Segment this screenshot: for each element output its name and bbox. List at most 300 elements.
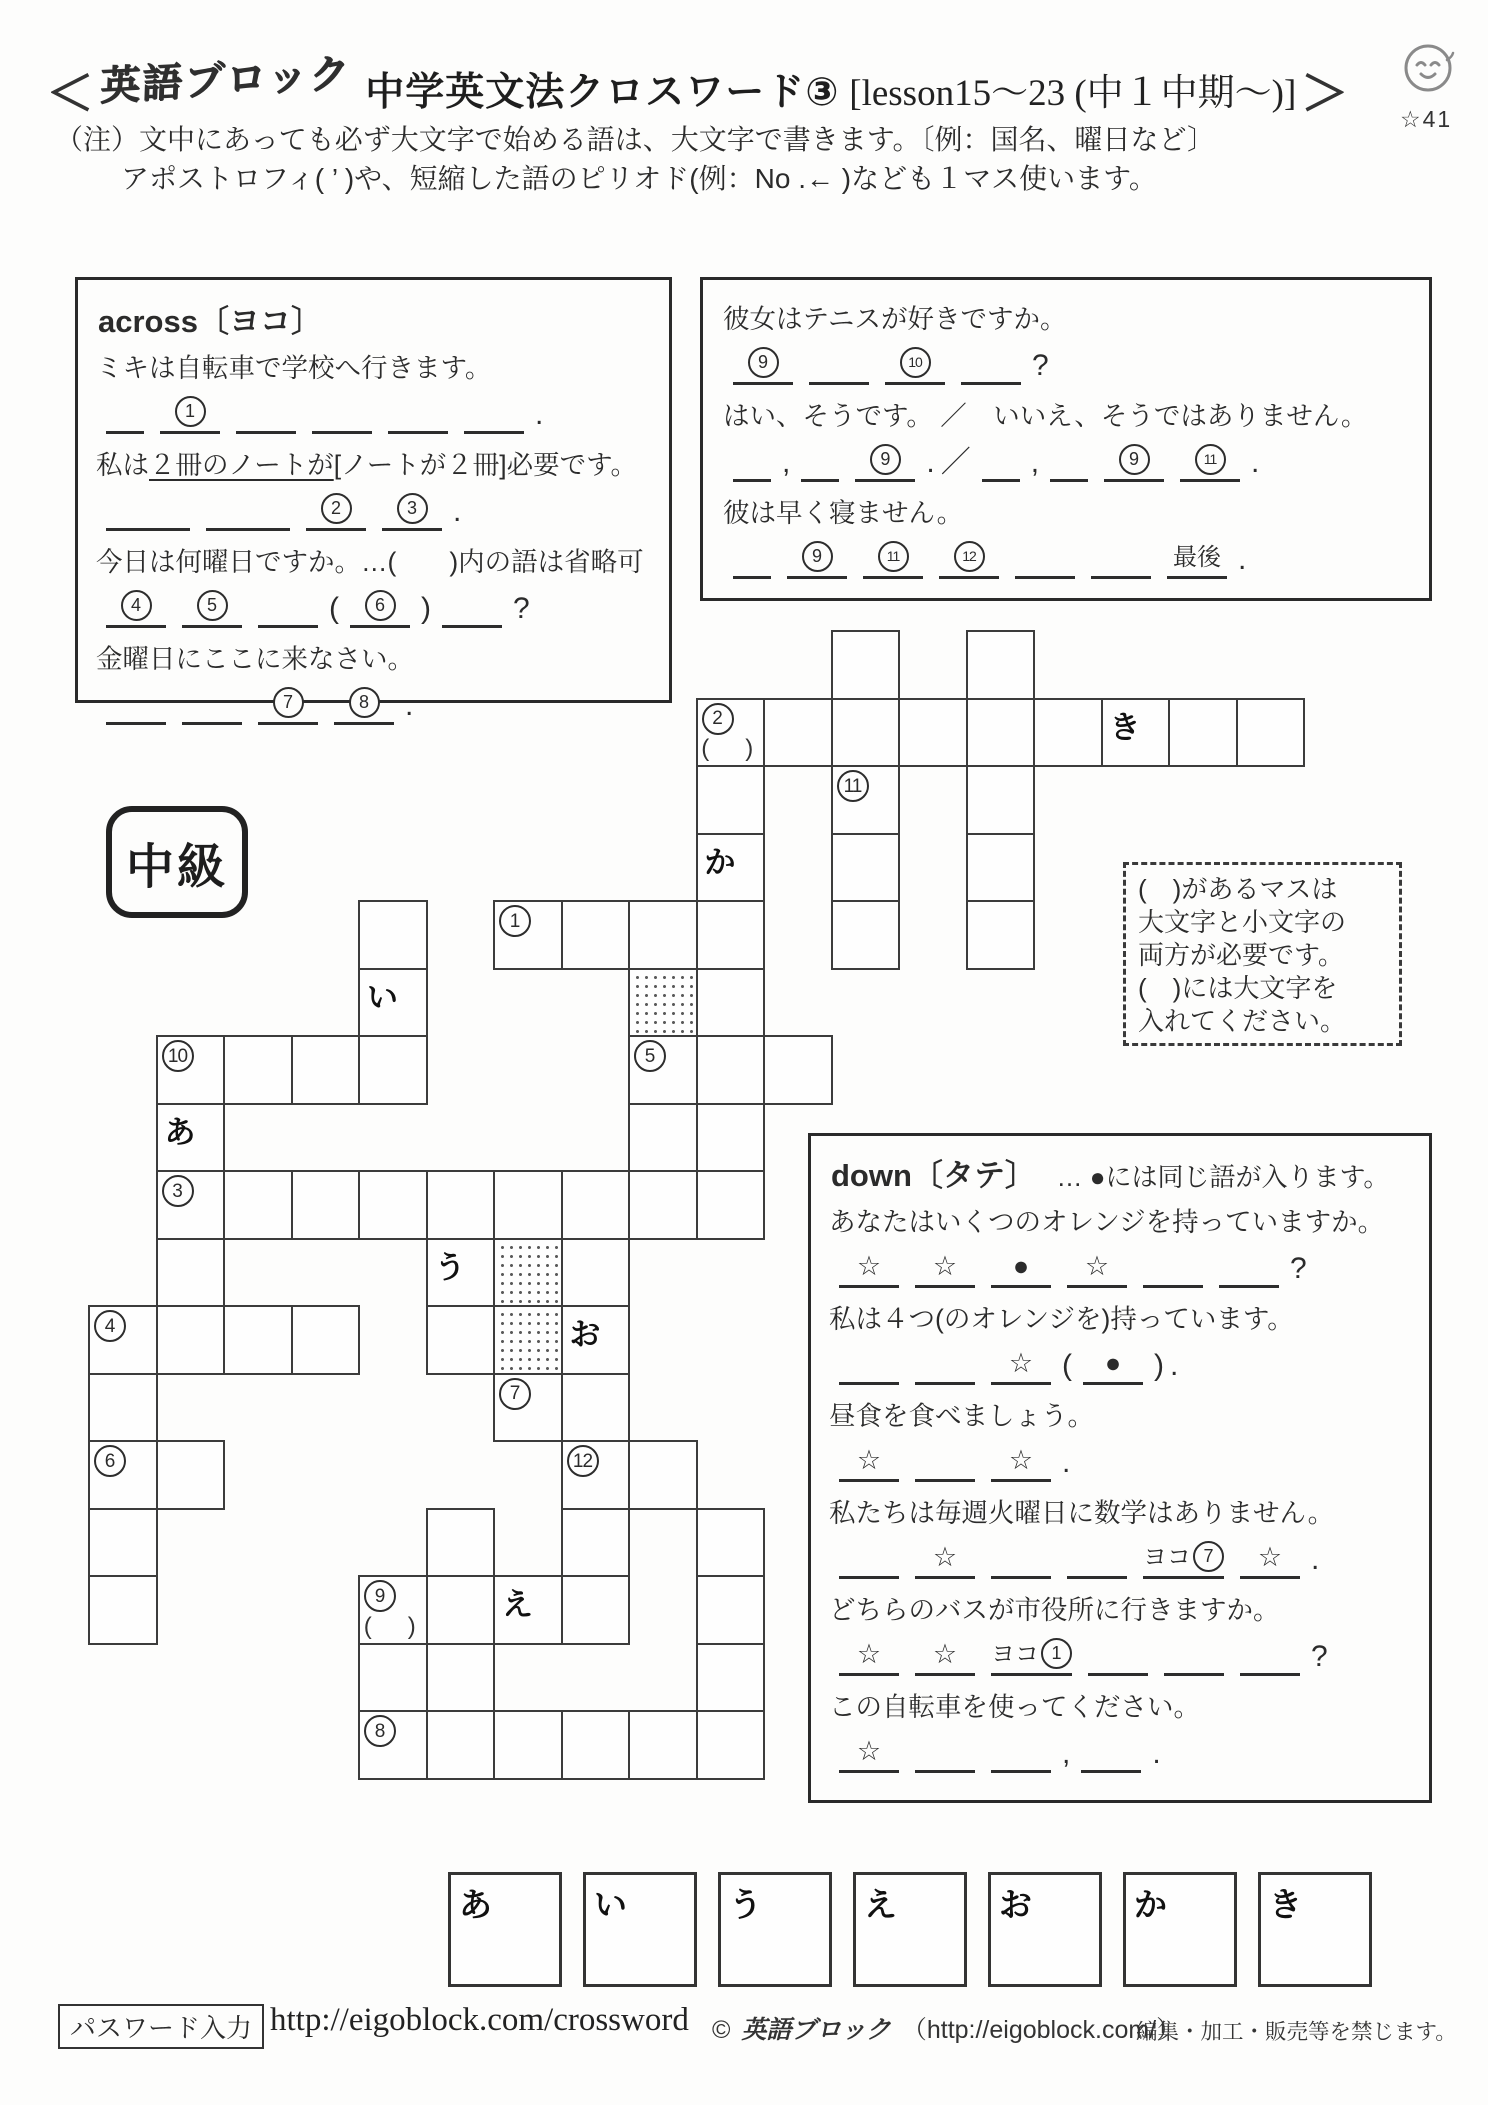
answer-blank xyxy=(182,589,242,628)
grid-cell xyxy=(696,1575,766,1645)
answer-blank xyxy=(388,395,448,434)
grid-cell xyxy=(88,1440,158,1510)
rights-notice: 編集・加工・販売等を禁じます。 xyxy=(1136,2020,1457,2044)
password-letter-box xyxy=(1258,1872,1372,1987)
cell-number: 11 xyxy=(837,770,869,802)
clue-sentence: どちらのバスが市役所に行きますか。 xyxy=(829,1595,1280,1625)
grid-cell xyxy=(223,1035,293,1105)
circled-number: 7 xyxy=(1193,1541,1224,1572)
clue-blank-row xyxy=(98,589,651,628)
grid-cell xyxy=(156,1035,226,1105)
clue-sentence: 私は２冊のノートが[ノートが２冊]必要です。 xyxy=(96,450,638,480)
answer-blank xyxy=(1104,443,1164,482)
circled-number: 11 xyxy=(1195,444,1226,475)
star-symbol: ☆ xyxy=(856,1251,882,1281)
answer-blank xyxy=(1067,1249,1127,1288)
down-clue-list xyxy=(829,1205,1411,1773)
grid-cell xyxy=(696,1035,766,1105)
grid-cell xyxy=(696,1710,766,1780)
across-title: across〔ヨコ〕 xyxy=(98,304,322,339)
answer-box-kana: か xyxy=(1134,1886,1167,1923)
grid-cell xyxy=(831,630,901,700)
down-clue xyxy=(829,1399,1411,1482)
password-entry-label: パスワード入力 xyxy=(58,2004,264,2049)
cell-kana-label: き xyxy=(1109,709,1141,745)
answer-blank xyxy=(839,1443,899,1482)
answer-blank xyxy=(839,1540,899,1579)
answer-blank xyxy=(991,1637,1072,1676)
answer-blank xyxy=(1083,1346,1143,1385)
grid-cell xyxy=(696,1170,766,1240)
circled-number: 1 xyxy=(1041,1638,1072,1669)
lesson-range: [lesson15～23 (中１中期～)] xyxy=(849,72,1297,114)
answer-blank xyxy=(160,395,220,434)
circled-number: 7 xyxy=(273,687,304,718)
clue-sentence: あなたはいくつのオレンジを持っていますか。 xyxy=(829,1207,1385,1237)
down-clues-box xyxy=(808,1133,1432,1803)
cell-number: 9 xyxy=(364,1580,396,1612)
answer-blank xyxy=(809,346,869,385)
clue-punctuation: ( xyxy=(1062,1349,1072,1382)
answer-blank xyxy=(306,492,366,531)
clue-punctuation: . xyxy=(405,689,414,722)
answer-blank xyxy=(787,540,847,579)
clue-punctuation: ) xyxy=(1154,1349,1164,1382)
grid-cell xyxy=(426,1575,496,1645)
header xyxy=(46,48,1386,121)
paren-note-line: 入れてください。 xyxy=(1138,1006,1347,1036)
answer-blank xyxy=(106,492,190,531)
copyright-site-name: 英語ブロック xyxy=(741,2016,891,2044)
grid-cell xyxy=(561,1710,631,1780)
answer-blank xyxy=(106,395,144,434)
grid-cell xyxy=(696,1508,766,1578)
grid-cell xyxy=(763,698,833,768)
star-symbol: ☆ xyxy=(856,1639,882,1669)
clue-punctuation: ／ xyxy=(940,446,971,479)
grid-cell xyxy=(88,1305,158,1375)
star-symbol: ☆ xyxy=(1084,1251,1110,1281)
answer-blank xyxy=(350,589,410,628)
clue-sentence: 私は４つ(のオレンジを)持っています。 xyxy=(829,1304,1294,1334)
grid-cell xyxy=(561,1440,631,1510)
clue-punctuation: ? xyxy=(513,592,530,625)
cell-number: 12 xyxy=(567,1445,599,1477)
answer-blank xyxy=(915,1734,975,1773)
clue-punctuation: . xyxy=(1311,1543,1320,1576)
copyright-site-url: （http://eigoblock.com/） xyxy=(901,2016,1182,2044)
grid-cell xyxy=(291,1305,361,1375)
grid-cell xyxy=(358,1575,428,1645)
grid-cell xyxy=(88,1508,158,1578)
cell-number: 6 xyxy=(94,1445,126,1477)
answer-box-kana: え xyxy=(864,1886,897,1923)
down-title-text: down〔タテ〕 xyxy=(831,1158,1036,1193)
grid-cell xyxy=(898,698,968,768)
answer-box-kana: あ xyxy=(459,1886,492,1923)
across-clue xyxy=(96,545,651,628)
clue-blank-row xyxy=(831,1443,1411,1482)
answer-blank xyxy=(991,1734,1051,1773)
grid-cell xyxy=(696,1643,766,1713)
answer-blank xyxy=(991,1443,1051,1482)
clue-punctuation: . xyxy=(926,446,935,479)
clue-blank-row xyxy=(98,395,651,434)
answer-blank xyxy=(961,346,1021,385)
grid-cell xyxy=(493,1170,563,1240)
circled-number: 5 xyxy=(197,590,228,621)
grid-cell xyxy=(156,1170,226,1240)
answer-blank xyxy=(915,1346,975,1385)
answer-blank xyxy=(236,395,296,434)
answer-blank xyxy=(991,1249,1051,1288)
parenthesis-note-box xyxy=(1123,862,1402,1046)
grid-cell xyxy=(561,1305,631,1375)
clue-blank-row xyxy=(831,1249,1411,1288)
dot-symbol: ● xyxy=(1104,1348,1122,1378)
down-clue xyxy=(829,1690,1411,1773)
clue-sentence: 金曜日にここに来なさい。 xyxy=(96,644,414,674)
grid-cell xyxy=(426,1710,496,1780)
answer-blank xyxy=(733,540,771,579)
star-symbol: ☆ xyxy=(1008,1445,1034,1475)
clue-sentence: ミキは自転車で学校へ行きます。 xyxy=(96,353,492,383)
answer-blank xyxy=(1219,1249,1279,1288)
answer-blank xyxy=(839,1734,899,1773)
answer-blank xyxy=(982,443,1020,482)
cell-parentheses: ( ) xyxy=(701,735,760,762)
grid-cell xyxy=(493,1373,563,1443)
grid-cell xyxy=(291,1170,361,1240)
grid-cell xyxy=(493,900,563,970)
cell-number: 8 xyxy=(364,1715,396,1747)
grid-cell xyxy=(628,900,698,970)
clue-punctuation: ? xyxy=(1311,1640,1328,1673)
star-number: ☆41 xyxy=(1400,106,1453,132)
answer-blank xyxy=(915,1443,975,1482)
password-answer-row xyxy=(0,1872,1488,1988)
grid-cell xyxy=(831,765,901,835)
clue-blank-row xyxy=(725,540,1409,579)
right-clue xyxy=(723,496,1409,579)
grid-cell xyxy=(223,1305,293,1375)
mascot-icon xyxy=(1398,40,1458,105)
grid-cell xyxy=(628,1170,698,1240)
grid-cell xyxy=(561,900,631,970)
grid-cell xyxy=(358,1035,428,1105)
grid-cell xyxy=(628,1440,698,1510)
password-letter-box xyxy=(853,1872,967,1987)
cell-number: 5 xyxy=(634,1040,666,1072)
grid-cell xyxy=(426,1643,496,1713)
circled-number: 3 xyxy=(397,493,428,524)
note-line-1: （注）文中にあっても必ず大文字で始める語は、大文字で書きます。〔例：国名、曜日など〕 xyxy=(55,124,1216,155)
clue-punctuation: ) xyxy=(421,592,431,625)
grid-cell xyxy=(628,1035,698,1105)
clue-punctuation: . xyxy=(453,495,462,528)
answer-blank xyxy=(1015,540,1075,579)
grid-cell xyxy=(156,1440,226,1510)
grid-cell xyxy=(156,1238,226,1308)
clue-punctuation: . xyxy=(1152,1737,1161,1770)
clue-punctuation: . xyxy=(1251,446,1260,479)
circled-number: 12 xyxy=(954,541,985,572)
grid-cell xyxy=(561,1575,631,1645)
grid-cell xyxy=(966,630,1036,700)
grid-cell xyxy=(966,900,1036,970)
answer-blank xyxy=(939,540,999,579)
answer-box-kana: お xyxy=(999,1886,1032,1923)
answer-blank xyxy=(382,492,442,531)
circled-number: 9 xyxy=(1119,444,1150,475)
answer-blank xyxy=(1050,443,1088,482)
grid-cell xyxy=(561,1508,631,1578)
grid-cell xyxy=(426,1305,496,1375)
circled-number: 1 xyxy=(175,396,206,427)
clue-punctuation: . xyxy=(1170,1349,1179,1382)
grid-cell xyxy=(358,1643,428,1713)
clue-blank-row xyxy=(831,1637,1411,1676)
grid-cell xyxy=(696,1103,766,1173)
grid-cell xyxy=(561,1170,631,1240)
down-clue xyxy=(829,1302,1411,1385)
grid-cell xyxy=(966,833,1036,903)
grid-cell xyxy=(88,1575,158,1645)
star-symbol: ☆ xyxy=(856,1736,882,1766)
copyright xyxy=(712,2010,1181,2046)
password-letter-box xyxy=(718,1872,832,1987)
clue-sentence: 彼女はテニスが好きですか。 xyxy=(723,304,1067,334)
answer-blank xyxy=(915,1540,975,1579)
answer-blank xyxy=(1167,540,1227,579)
paren-note-line: ( )があるマスは xyxy=(1138,874,1338,904)
page-title: 中学英文法クロスワード③ xyxy=(365,70,840,114)
blank-label: 最後 xyxy=(1173,544,1221,571)
grid-cell xyxy=(831,698,901,768)
clue-blank-row xyxy=(725,443,1409,482)
grid-cell xyxy=(1236,698,1306,768)
down-subtitle: … ●には同じ語が入ります。 xyxy=(1056,1162,1390,1192)
answer-blank xyxy=(1088,1637,1148,1676)
grid-cell xyxy=(426,1238,496,1308)
instructions-note xyxy=(55,120,1215,198)
down-clue xyxy=(829,1593,1411,1676)
answer-blank xyxy=(839,1249,899,1288)
site-logo: 英語ブロック xyxy=(99,51,352,109)
circled-number: 11 xyxy=(878,541,909,572)
cell-number: 4 xyxy=(94,1310,126,1342)
star-symbol: ☆ xyxy=(856,1445,882,1475)
cell-kana-label: え xyxy=(502,1587,533,1622)
clue-blank-row xyxy=(98,492,651,531)
answer-box-kana: き xyxy=(1269,1886,1302,1923)
shaded-cell xyxy=(493,1238,563,1308)
crossword-url: http://eigoblock.com/crossword xyxy=(270,2002,689,2038)
cell-number: 3 xyxy=(162,1175,194,1207)
grid-cell xyxy=(426,1508,496,1578)
right-clues-box xyxy=(700,277,1432,601)
cell-number: 10 xyxy=(162,1040,194,1072)
answer-blank xyxy=(1180,443,1240,482)
dot-symbol: ● xyxy=(1012,1251,1030,1281)
answer-blank xyxy=(464,395,524,434)
clue-sentence: 昼食を食べましょう。 xyxy=(829,1401,1094,1431)
answer-blank xyxy=(915,1637,975,1676)
grid-cell xyxy=(156,1305,226,1375)
clue-blank-row xyxy=(831,1734,1411,1773)
grid-cell xyxy=(426,1170,496,1240)
grid-cell xyxy=(831,900,901,970)
star-symbol: ☆ xyxy=(932,1251,958,1281)
answer-blank xyxy=(1240,1540,1300,1579)
grid-cell xyxy=(628,1710,698,1780)
down-clue xyxy=(829,1496,1411,1579)
across-clue xyxy=(96,448,651,531)
answer-blank xyxy=(106,589,166,628)
answer-blank xyxy=(312,395,372,434)
password-letter-box xyxy=(583,1872,697,1987)
answer-blank xyxy=(442,589,502,628)
clue-sentence: この自転車を使ってください。 xyxy=(829,1692,1200,1722)
answer-blank xyxy=(915,1249,975,1288)
cell-kana-label: か xyxy=(704,844,736,880)
answer-blank xyxy=(1091,540,1151,579)
grid-cell xyxy=(1168,698,1238,768)
bracket-close: ＞ xyxy=(1300,67,1349,121)
clue-blank-row xyxy=(831,1540,1411,1579)
answer-blank xyxy=(801,443,839,482)
answer-blank xyxy=(1067,1540,1127,1579)
grid-cell xyxy=(291,1035,361,1105)
grid-cell xyxy=(358,900,428,970)
cell-kana-label: い xyxy=(367,979,398,1015)
cell-kana-label: あ xyxy=(164,1114,196,1150)
grid-cell xyxy=(358,968,428,1038)
circled-number: 10 xyxy=(900,347,931,378)
clue-punctuation: , xyxy=(1062,1737,1071,1770)
grid-cell xyxy=(1033,698,1103,768)
cell-parentheses: ( ) xyxy=(363,1612,422,1640)
clue-blank-row xyxy=(831,1346,1411,1385)
down-title xyxy=(831,1150,1411,1195)
answer-blank xyxy=(1143,1540,1224,1579)
clue-punctuation: . xyxy=(1238,543,1247,576)
grid-cell xyxy=(696,968,766,1038)
bracket-open: ＜ xyxy=(46,67,95,121)
grid-cell xyxy=(493,1575,563,1645)
cell-kana-label: う xyxy=(434,1249,466,1285)
answer-blank xyxy=(991,1346,1051,1385)
clue-punctuation: . xyxy=(1062,1446,1071,1479)
grid-cell xyxy=(628,1103,698,1173)
password-letter-box xyxy=(448,1872,562,1987)
blank-label-prefix: ヨコ xyxy=(1143,1544,1191,1571)
grid-cell xyxy=(696,833,766,903)
grid-cell xyxy=(966,765,1036,835)
paren-note-line: ( )には大文字を xyxy=(1138,973,1338,1003)
answer-blank xyxy=(258,589,318,628)
answer-blank xyxy=(1240,1637,1300,1676)
circled-number: 9 xyxy=(802,541,833,572)
star-symbol: ☆ xyxy=(932,1639,958,1669)
answer-blank xyxy=(206,492,290,531)
answer-blank xyxy=(733,346,793,385)
clue-punctuation: . xyxy=(535,398,544,431)
shaded-cell xyxy=(628,968,698,1038)
answer-blank xyxy=(991,1540,1051,1579)
answer-blank xyxy=(863,540,923,579)
clue-blank-row xyxy=(725,346,1409,385)
right-clue xyxy=(723,302,1409,385)
answer-blank xyxy=(885,346,945,385)
clue-punctuation: , xyxy=(782,446,791,479)
shaded-cell xyxy=(493,1305,563,1375)
clue-punctuation: , xyxy=(1030,446,1040,479)
circled-number: 6 xyxy=(365,590,396,621)
cell-number: 1 xyxy=(499,905,531,937)
across-clue xyxy=(96,351,651,434)
circled-number: 9 xyxy=(870,444,901,475)
clue-sentence: 彼は早く寝ません。 xyxy=(723,498,964,528)
grid-cell xyxy=(358,1710,428,1780)
star-symbol: ☆ xyxy=(932,1542,958,1572)
clue-punctuation: ? xyxy=(1290,1252,1307,1285)
cell-kana-label: お xyxy=(569,1317,601,1352)
circled-number: 4 xyxy=(121,590,152,621)
circled-number: 2 xyxy=(321,493,352,524)
clue-sentence: はい、そうです。 ／ いいえ、そうではありません。 xyxy=(723,401,1368,431)
password-letter-box xyxy=(988,1872,1102,1987)
password-letter-box xyxy=(1123,1872,1237,1987)
star-symbol: ☆ xyxy=(1257,1542,1283,1572)
clue-sentence: 今日は何曜日ですか。…( )内の語は省略可 xyxy=(96,547,644,577)
grid-cell xyxy=(966,698,1036,768)
cell-number: 2 xyxy=(702,703,734,735)
grid-cell xyxy=(88,1373,158,1443)
grid-cell xyxy=(223,1170,293,1240)
level-badge: 中級 xyxy=(106,806,248,918)
star-symbol: ☆ xyxy=(1008,1348,1034,1378)
grid-cell xyxy=(561,1238,631,1308)
grid-cell xyxy=(763,1035,833,1105)
answer-box-kana: う xyxy=(729,1886,762,1923)
answer-blank xyxy=(1143,1249,1203,1288)
grid-cell xyxy=(358,1170,428,1240)
grid-cell xyxy=(696,698,766,768)
clue-punctuation: ( xyxy=(329,592,339,625)
copyright-symbol: © xyxy=(712,2016,731,2044)
circled-number: 8 xyxy=(349,687,380,718)
answer-blank xyxy=(855,443,915,482)
grid-cell xyxy=(696,765,766,835)
right-clue-list xyxy=(723,302,1409,579)
cell-number: 7 xyxy=(499,1378,531,1410)
answer-blank xyxy=(1081,1734,1141,1773)
answer-blank xyxy=(839,1637,899,1676)
paren-note-line: 両方が必要です。 xyxy=(1138,940,1344,970)
circled-number: 9 xyxy=(748,347,779,378)
paren-note-line: 大文字と小文字の xyxy=(1138,907,1347,937)
grid-cell xyxy=(1101,698,1171,768)
blank-label-prefix: ヨコ xyxy=(991,1641,1039,1668)
clue-sentence: 私たちは毎週火曜日に数学はありません。 xyxy=(829,1498,1335,1528)
grid-cell xyxy=(156,1103,226,1173)
grid-cell xyxy=(493,1710,563,1780)
answer-blank xyxy=(839,1346,899,1385)
answer-blank xyxy=(1164,1637,1224,1676)
grid-cell xyxy=(696,900,766,970)
right-clue xyxy=(723,399,1409,482)
